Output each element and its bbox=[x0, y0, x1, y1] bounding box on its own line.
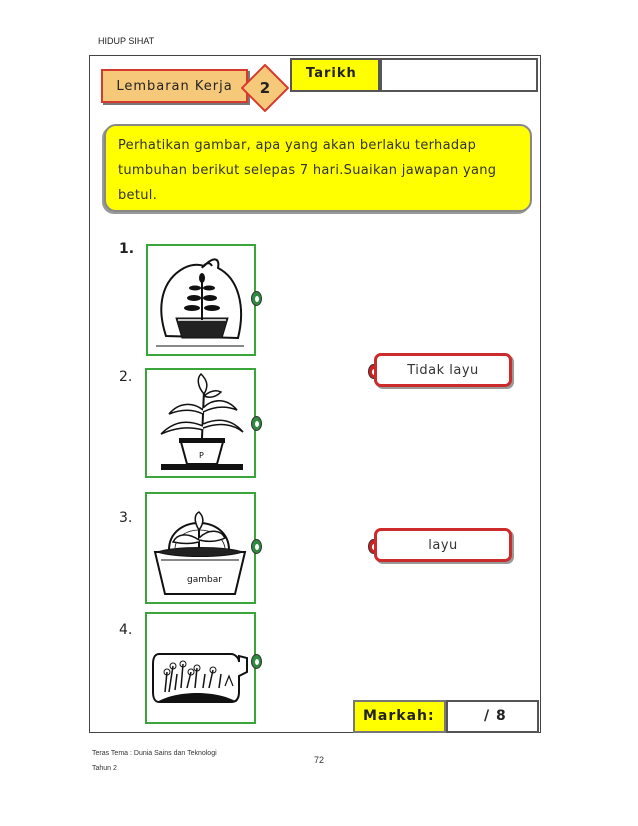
answer-option-1-label: Tidak layu bbox=[407, 362, 479, 378]
worksheet-title: Lembaran Kerja bbox=[101, 69, 248, 103]
svg-text:gambar: gambar bbox=[187, 575, 222, 585]
match-dot-q4[interactable] bbox=[251, 654, 262, 669]
svg-text:P: P bbox=[199, 451, 204, 460]
answer-option-2[interactable] bbox=[374, 528, 512, 562]
plant-in-bag-illustration bbox=[148, 246, 254, 354]
date-field[interactable] bbox=[380, 58, 538, 92]
question-number-1: 1. bbox=[119, 241, 135, 257]
picture-plant-in-bag bbox=[146, 244, 256, 356]
answer-option-1[interactable] bbox=[374, 353, 512, 387]
marks-field[interactable]: / 8 bbox=[446, 700, 539, 733]
instruction-box bbox=[104, 124, 532, 212]
picture-plants-in-bottle bbox=[145, 612, 256, 724]
footer-info bbox=[92, 746, 217, 776]
match-dot-q2[interactable] bbox=[251, 416, 262, 431]
worksheet-number: 2 bbox=[259, 79, 271, 97]
picture-plant-under-dome bbox=[145, 492, 256, 604]
match-dot-q1[interactable] bbox=[251, 291, 262, 306]
match-dot-q3[interactable] bbox=[251, 539, 262, 554]
plant-under-dome-illustration bbox=[147, 494, 254, 602]
footer-year: Tahun 2 bbox=[92, 765, 117, 772]
question-number-4: 4. bbox=[119, 622, 133, 638]
question-number-2: 2. bbox=[119, 369, 133, 385]
date-label: Tarikh bbox=[290, 58, 380, 92]
question-number-3: 3. bbox=[119, 510, 133, 526]
footer-theme: Teras Tema : Dunia Sains dan Teknologi bbox=[92, 750, 217, 757]
potted-plant-illustration bbox=[147, 370, 254, 476]
running-head: HIDUP SIHAT bbox=[98, 36, 155, 46]
answer-option-2-label: layu bbox=[428, 537, 458, 553]
marks-label: Markah: bbox=[353, 700, 446, 733]
page-number: 72 bbox=[314, 755, 325, 765]
instruction-text: Perhatikan gambar, apa yang akan berlaku terhadap tumbuhan berikut selepas 7 hari.Suaikan jawapan yang betul. bbox=[118, 138, 497, 203]
picture-potted-plant bbox=[145, 368, 256, 478]
bottle-terrarium-illustration bbox=[147, 614, 254, 722]
